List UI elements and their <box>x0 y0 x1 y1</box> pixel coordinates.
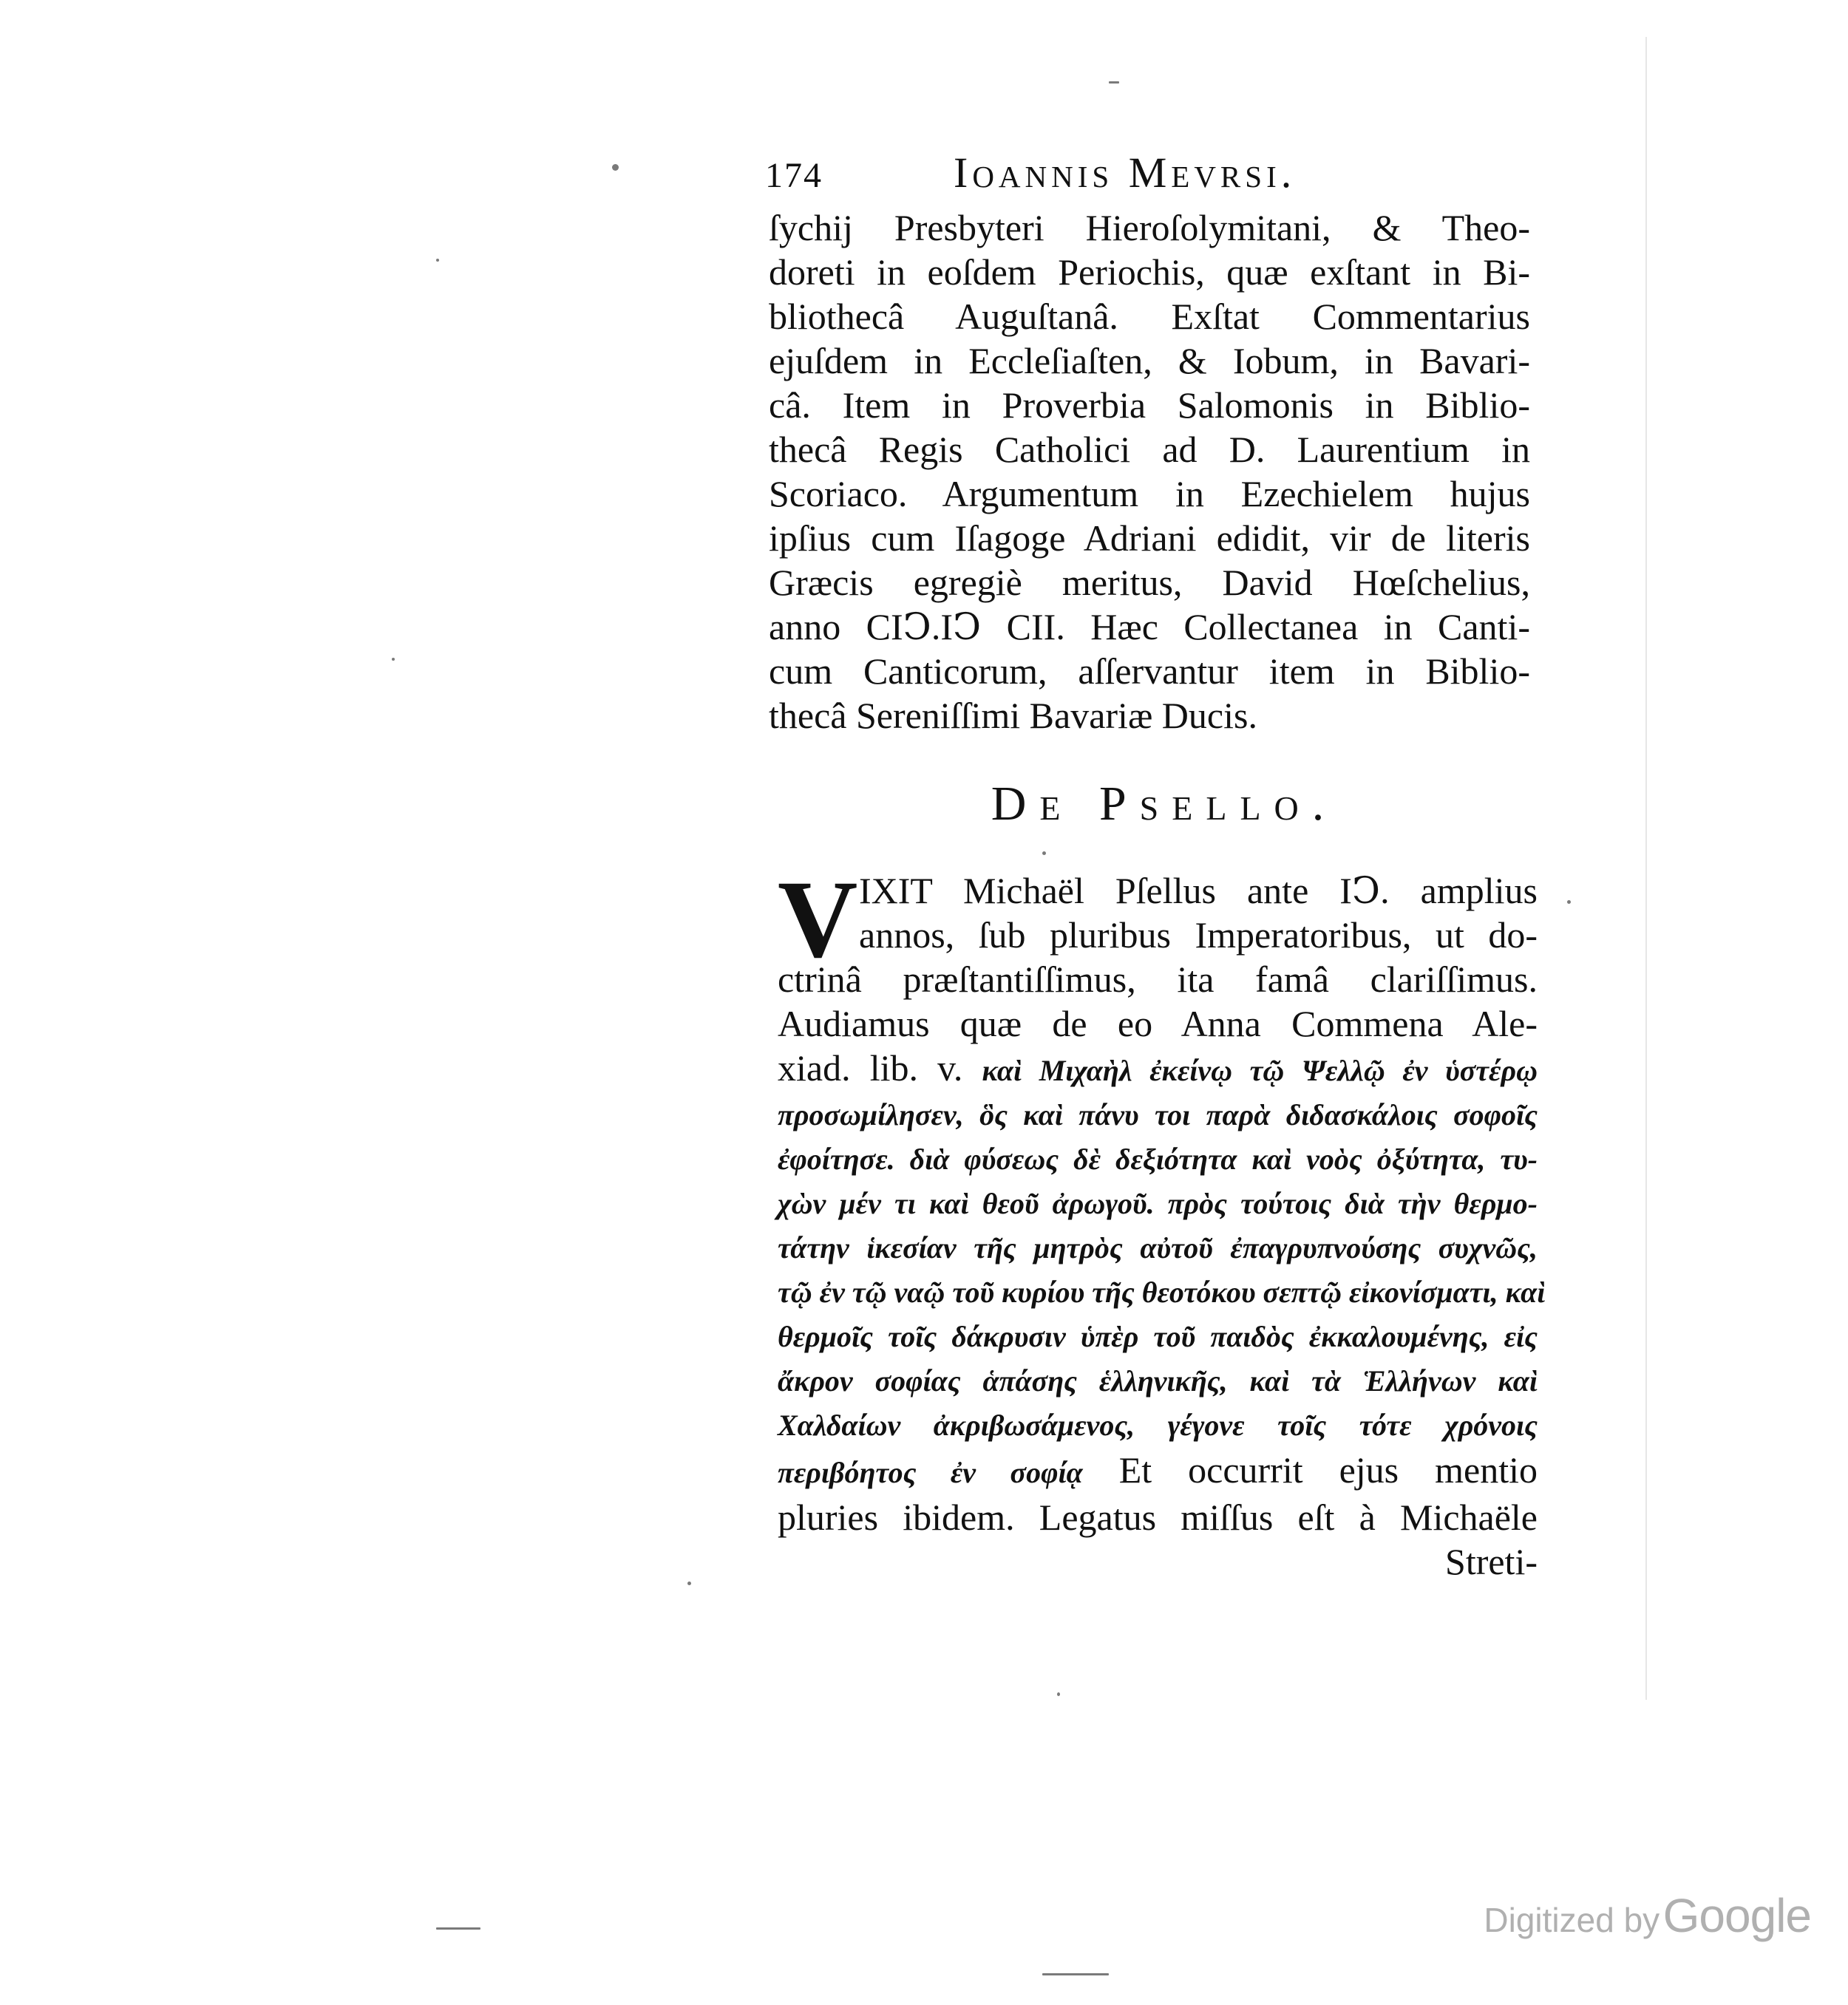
text-line: annos, ſub pluribus Imperatoribus, ut do- <box>859 914 1538 956</box>
text-line: Græcis egregiè meritus, David Hœſchelius, <box>769 562 1530 603</box>
latin-fragment: Et occurrit ejus mentio <box>1118 1449 1538 1491</box>
text-line: cum Canticorum, aſſervantur item in Biblio- <box>769 650 1530 692</box>
text-line: anno CIↃ.IↃ CII. Hæc Collectanea in Canti- <box>769 606 1530 647</box>
latin-fragment: xiad. lib. v. <box>778 1047 963 1089</box>
text-line: ipſius cum Iſagoge Adriani edidit, vir de literis <box>769 517 1530 559</box>
text-line: câ. Item in Proverbia Salomonis in Biblio- <box>769 384 1530 426</box>
digitized-watermark <box>1484 1888 1811 1943</box>
greek-line: τάτην ἱκεσίαν τῆς μητρὸς αὐτοῦ ἐπαγρυπνούσης συχνῶς, <box>778 1231 1538 1264</box>
text-line: ejuſdem in Eccleſiaſten, & Iobum, in Bavari- <box>769 340 1530 381</box>
mixed-line <box>778 1046 1538 1093</box>
google-logo: Google <box>1662 1889 1811 1942</box>
dropcap-indented-lines <box>859 868 1538 957</box>
text-line: thecâ Regis Catholici ad D. Laurentium in <box>769 429 1530 470</box>
text-line: bliothecâ Auguſtanâ. Exſtat Commentarius <box>769 296 1530 337</box>
greek-line: ἄκρον σοφίας ἁπάσης ἑλληνικῆς, καὶ τὰ Ἑλλήνων καὶ <box>778 1364 1538 1398</box>
page-number: 174 <box>765 156 823 195</box>
text-line: doreti in eoſdem Periochis, quæ exſtant in Bi- <box>769 251 1530 293</box>
greek-fragment: περιβόητος ἐν σοφίᾳ <box>778 1456 1083 1489</box>
mixed-line <box>778 1448 1538 1495</box>
text-line: IXIT Michaël Pſellus ante IↃ. amplius <box>859 870 1538 911</box>
text-line: Scoriaco. Argumentum in Ezechielem hujus <box>769 473 1530 514</box>
greek-line: τῷ ἐν τῷ ναῷ τοῦ κυρίου τῆς θεοτόκου σεπτῷ εἰκονίσματι, καὶ <box>778 1276 1546 1309</box>
text-line: ctrinâ præſtantiſſimus, ita famâ clariſſimus. <box>778 959 1538 1000</box>
text-block-1 <box>769 205 1530 738</box>
greek-line: Χαλδαίων ἀκριβωσάμενος, γέγονε τοῖς τότε χρόνοις <box>778 1409 1538 1442</box>
text-line: ſychij Presbyteri Hieroſolymitani, & Theo- <box>769 207 1530 248</box>
text-line: Audiamus quæ de eo Anna Commena Ale- <box>778 1003 1538 1044</box>
watermark-prefix: Digitized by <box>1484 1901 1660 1939</box>
catchword: Streti- <box>1445 1541 1538 1582</box>
section-heading: De Psello. <box>991 777 1338 831</box>
greek-line: χὼν μέν τι καὶ θεοῦ ἀρωγοῦ. πρὸς τούτοις διὰ τὴν θερμο- <box>778 1187 1538 1220</box>
page-edge-line <box>1645 37 1647 1700</box>
text-line: pluries ibidem. Legatus miſſus eſt à Michaële <box>778 1497 1538 1538</box>
section-body <box>778 858 1546 1584</box>
text-line: thecâ Sereniſſimi Bavariæ Ducis. <box>769 695 1257 736</box>
greek-line: θερμοῖς τοῖς δάκρυσιν ὑπὲρ τοῦ παιδὸς ἐκκαλουμένης, εἰς <box>778 1320 1538 1353</box>
running-head: Ioannis Mevrsi. <box>954 149 1297 197</box>
page-header <box>765 148 1534 203</box>
greek-line: ἐφοίτησε. διὰ φύσεως δὲ δεξιότητα καὶ νοὸς ὀξύτητα, τυ- <box>778 1143 1538 1176</box>
greek-line: προσωμίλησεν, ὃς καὶ πάνυ τοι παρὰ διδασκάλοις σοφοῖς <box>778 1098 1538 1131</box>
drop-cap: V <box>778 858 858 981</box>
greek-fragment: καὶ Μιχαὴλ ἐκείνῳ τῷ Ψελλῷ ἐν ὑστέρῳ <box>982 1054 1538 1087</box>
